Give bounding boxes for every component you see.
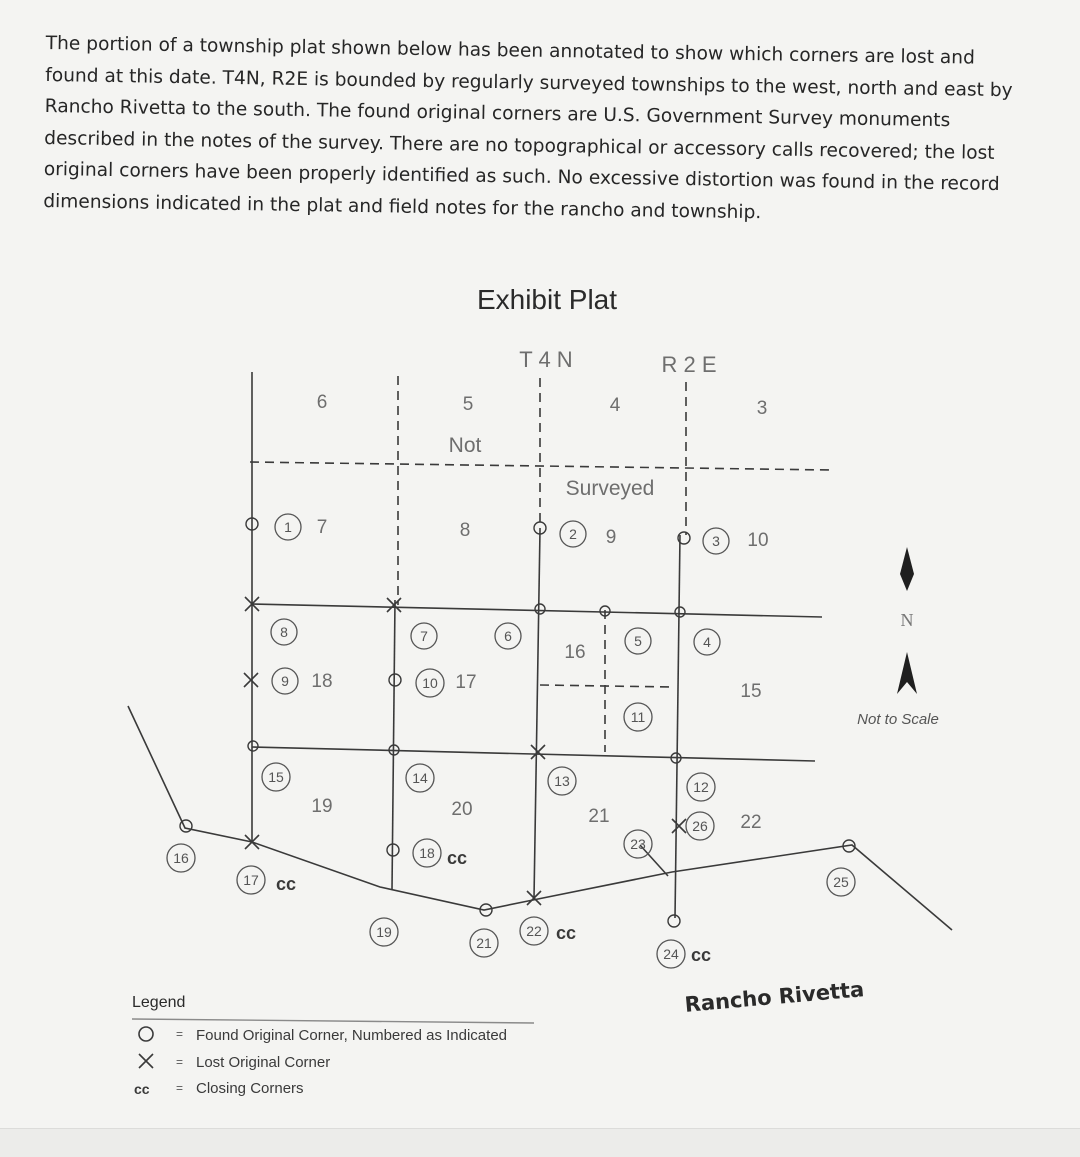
dashed-line xyxy=(540,685,672,687)
corner-label-11 xyxy=(624,703,652,731)
corner-label-19 xyxy=(370,918,398,946)
corner-label-1 xyxy=(275,514,301,540)
corner-label-15 xyxy=(262,763,290,791)
corner-circle xyxy=(248,741,258,751)
plat-title: Exhibit Plat xyxy=(476,284,618,315)
svg-text:11: 11 xyxy=(630,709,646,725)
corner-label-25 xyxy=(827,868,855,896)
lost-corner-x xyxy=(387,598,401,612)
svg-text:4: 4 xyxy=(703,634,711,650)
not-surveyed-label: Surveyed xyxy=(565,477,655,500)
corner-label-22 xyxy=(520,917,548,945)
svg-text:5: 5 xyxy=(634,633,642,649)
intro-line: The portion of a township plat shown below has been annotated to show which corners are lost and xyxy=(45,32,976,69)
svg-text:23: 23 xyxy=(630,836,646,852)
section-number: 19 xyxy=(311,796,333,817)
intro-line: found at this date. T4N, R2E is bounded by regularly surveyed townships to the west, north and east by xyxy=(45,64,1013,101)
corner-label-10 xyxy=(416,669,444,697)
rancho-label: Rancho Rivetta xyxy=(683,977,866,1017)
svg-text:25: 25 xyxy=(833,874,849,890)
corner-label-8 xyxy=(271,619,297,645)
svg-text:18: 18 xyxy=(419,845,435,861)
corner-circle xyxy=(675,607,685,617)
svg-text:8: 8 xyxy=(280,624,288,640)
corner-label-2 xyxy=(560,521,586,547)
section-line xyxy=(252,604,822,617)
legend-separator: = xyxy=(176,1027,184,1041)
corner-label-12 xyxy=(687,773,715,801)
corner-label-9 xyxy=(272,668,298,694)
section-number: 8 xyxy=(459,520,471,541)
section-number: 4 xyxy=(609,395,621,416)
svg-text:21: 21 xyxy=(476,935,492,951)
section-number: 15 xyxy=(740,681,762,702)
north-arrow-icon xyxy=(897,547,917,694)
corner-label-17 xyxy=(237,866,265,894)
scale-note: Not to Scale xyxy=(857,711,939,728)
svg-text:10: 10 xyxy=(422,675,438,691)
section-line xyxy=(534,530,540,898)
legend-item-lost: Lost Original Corner xyxy=(196,1054,331,1071)
corner-label-3 xyxy=(703,528,729,554)
bottom-edge xyxy=(0,1128,1080,1157)
legend-rule xyxy=(132,1019,534,1023)
legend xyxy=(132,994,534,1097)
legend-title: Legend xyxy=(132,994,186,1011)
svg-text:15: 15 xyxy=(268,769,284,785)
section-number: 10 xyxy=(747,530,769,551)
corner-label-6 xyxy=(495,623,521,649)
svg-text:7: 7 xyxy=(420,628,428,644)
svg-text:1: 1 xyxy=(284,519,292,535)
section-line xyxy=(675,535,680,918)
section-number: 6 xyxy=(316,392,328,413)
section-number: 20 xyxy=(451,799,473,820)
section-number: 5 xyxy=(462,394,474,415)
section-number: 3 xyxy=(756,398,768,419)
corner-label-7 xyxy=(411,623,437,649)
corner-label-23 xyxy=(624,830,652,858)
svg-text:16: 16 xyxy=(173,850,189,866)
legend-separator: = xyxy=(176,1055,184,1069)
svg-text:14: 14 xyxy=(412,770,428,786)
closing-corner-label: cc xyxy=(447,848,468,868)
corner-circle xyxy=(180,820,192,832)
corner-label-16 xyxy=(167,844,195,872)
intro-line: original corners have been properly identified as such. No excessive distortion was found in the record xyxy=(43,158,1000,195)
legend-item-closing: Closing Corners xyxy=(196,1080,304,1097)
svg-text:13: 13 xyxy=(554,773,570,789)
corner-circle xyxy=(535,604,545,614)
svg-text:22: 22 xyxy=(526,923,542,939)
range-label: R 2 E xyxy=(661,352,717,377)
corner-label-24 xyxy=(657,940,685,968)
corner-circle xyxy=(668,915,680,927)
lost-corner-x xyxy=(531,745,545,759)
svg-text:9: 9 xyxy=(281,673,289,689)
legend-separator: = xyxy=(176,1081,184,1095)
section-number: 16 xyxy=(564,642,586,663)
township-label: T 4 N xyxy=(519,347,573,372)
svg-text:19: 19 xyxy=(376,924,392,940)
svg-text:17: 17 xyxy=(243,872,259,888)
section-number: 17 xyxy=(455,672,477,693)
corner-label-4 xyxy=(694,629,720,655)
legend-item-found: Found Original Corner, Numbered as Indicated xyxy=(196,1027,508,1044)
svg-text:6: 6 xyxy=(504,628,512,644)
not-surveyed-label: Not xyxy=(448,434,482,457)
section-number: 9 xyxy=(605,527,617,548)
section-line xyxy=(252,747,815,761)
intro-line: Rancho Rivetta to the south. The found original corners are U.S. Government Survey monuments xyxy=(44,95,951,132)
section-number: 22 xyxy=(740,812,762,833)
intro-line: dimensions indicated in the plat and field notes for the rancho and township. xyxy=(43,190,762,223)
legend-found-symbol xyxy=(139,1027,153,1041)
corner-label-18 xyxy=(413,839,441,867)
corner-label-13 xyxy=(548,767,576,795)
corner-label-5 xyxy=(625,628,651,654)
section-number: 18 xyxy=(311,671,333,692)
svg-text:26: 26 xyxy=(692,818,708,834)
closing-corner-label: cc xyxy=(691,945,712,965)
intro-line: described in the notes of the survey. There are no topographical or accessory calls recovered; the lost xyxy=(44,127,995,164)
closing-corner-label: cc xyxy=(276,874,297,894)
svg-text:3: 3 xyxy=(712,533,720,549)
north-label: N xyxy=(900,610,914,630)
corner-label-26 xyxy=(686,812,714,840)
corner-label-14 xyxy=(406,764,434,792)
legend-lost-symbol xyxy=(139,1054,153,1068)
section-number: 21 xyxy=(588,806,610,827)
legend-cc-symbol: cc xyxy=(134,1081,150,1097)
svg-text:2: 2 xyxy=(569,526,577,542)
corner-label-21 xyxy=(470,929,498,957)
section-number: 7 xyxy=(316,517,328,538)
svg-text:12: 12 xyxy=(693,779,709,795)
lost-corner-x xyxy=(244,673,258,687)
closing-corner-label: cc xyxy=(556,923,577,943)
lost-corner-x xyxy=(672,819,686,833)
found-corner-marks xyxy=(180,518,855,927)
svg-text:24: 24 xyxy=(663,946,679,962)
